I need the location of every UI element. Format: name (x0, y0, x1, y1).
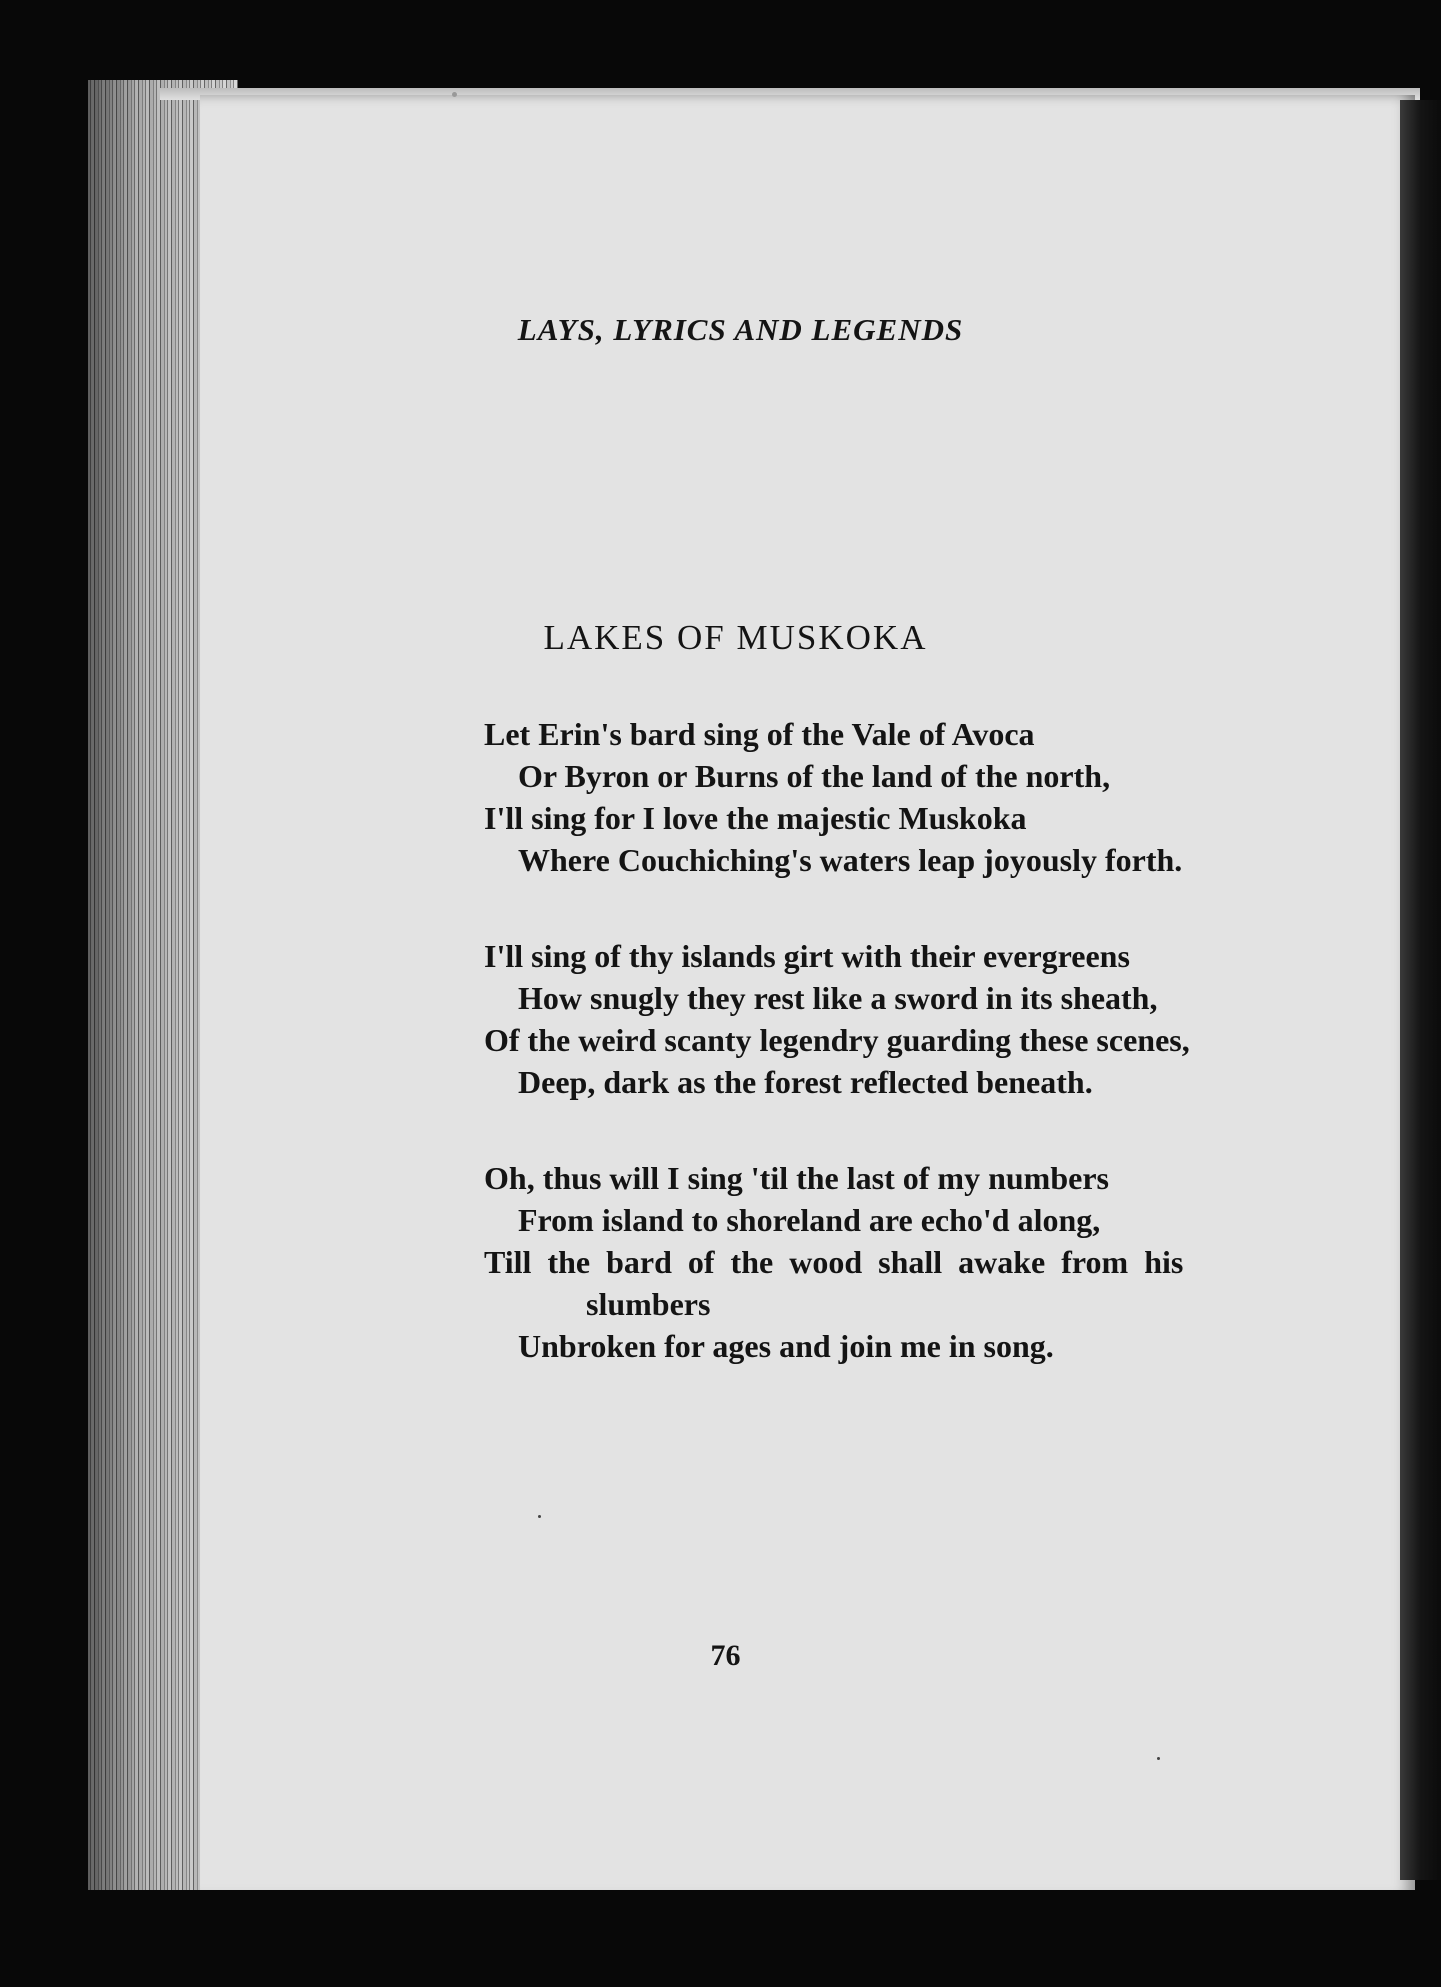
running-head: LAYS, LYRICS AND LEGENDS (517, 312, 964, 347)
scan-speck (1157, 1757, 1160, 1760)
poem-line: Of the weird scanty legendry guarding these scenes, (484, 1022, 1190, 1058)
poem-line: Till the bard of the wood shall awake from his (484, 1244, 1184, 1280)
scan-speck (452, 92, 457, 97)
poem-line: Deep, dark as the forest reflected beneath. (518, 1064, 1093, 1100)
poem-line: Unbroken for ages and join me in song. (518, 1328, 1054, 1364)
binding-shadow (1400, 100, 1441, 1880)
poem-title: LAKES OF MUSKOKA (543, 618, 928, 657)
poem-line: From island to shoreland are echo'd along, (518, 1202, 1101, 1238)
poem-line: Where Couchiching's waters leap joyously forth. (518, 842, 1183, 878)
poem-line-continuation: slumbers (586, 1286, 711, 1322)
scan-speck (538, 1515, 541, 1518)
poem-line: Or Byron or Burns of the land of the north, (518, 758, 1111, 794)
page-number: 76 (710, 1639, 741, 1672)
poem-line: I'll sing of thy islands girt with their evergreens (484, 938, 1130, 974)
poem-line: Let Erin's bard sing of the Vale of Avoca (484, 716, 1035, 752)
poem-line: I'll sing for I love the majestic Muskoka (484, 800, 1027, 836)
poem-line: How snugly they rest like a sword in its sheath, (518, 980, 1158, 1016)
poem-line: Oh, thus will I sing 'til the last of my numbers (484, 1160, 1109, 1196)
